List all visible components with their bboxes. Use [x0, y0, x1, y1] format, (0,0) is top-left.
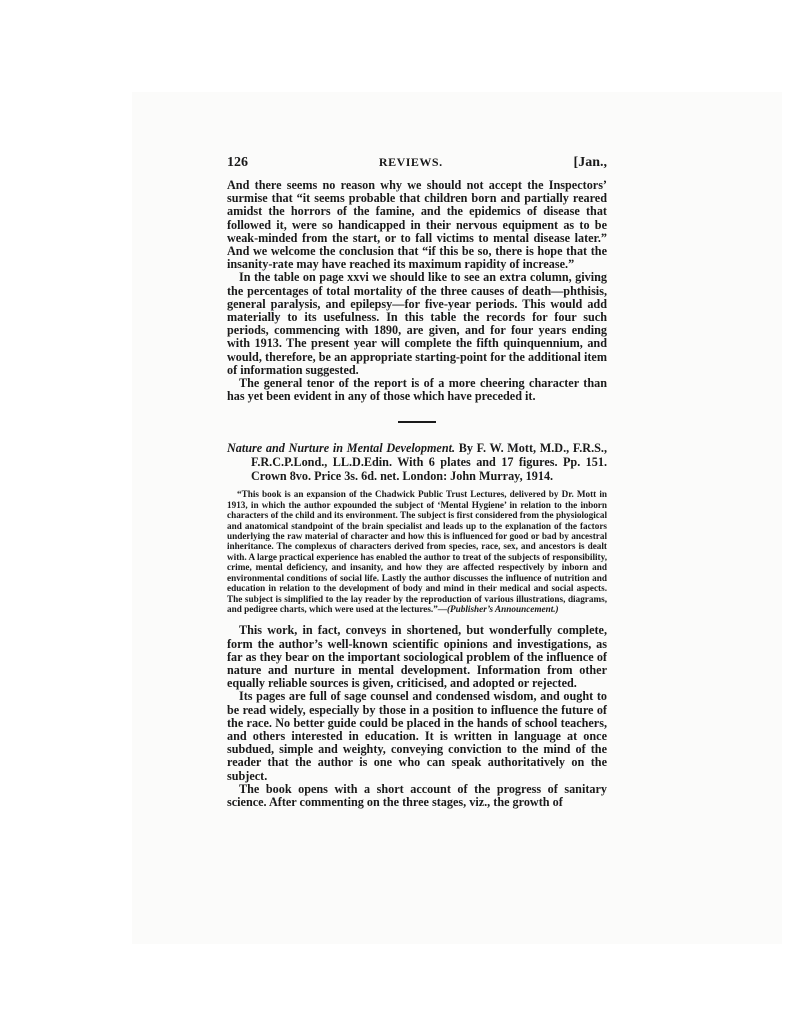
paragraph: In the table on page xxvi we should like to see an extra column, giving the percentages of total mortality of the three causes of death—phthisis, general paralysis, and epilepsy—for five-year periods. This would add materially to its usefulness. In this table the records for four such periods, commencing with 1890, are given, and for four years ending with 1913. The present year will complete the fifth quinquennium, and would, therefore, be an appropriate starting-point for the additional item of information suggested.	[227, 270, 607, 377]
paragraph: Its pages are full of sage counsel and condensed wisdom, and ought to be read widely, especially by those in a position to influence the future of the race. No better guide could be placed in the hands of school teachers, and others interested in education. It is written in language at once subdued, simple and weighty, conveying conviction to the mind of the reader that the author is one who can speak authoritatively on the subject.	[227, 689, 607, 783]
paragraph: The book opens with a short account of the progress of sanitary science. After commenting on the three stages, viz., the growth of	[227, 781, 607, 809]
body-text-top	[227, 179, 607, 403]
running-title: REVIEWS.	[378, 155, 443, 169]
page	[227, 155, 607, 809]
review-citation	[227, 441, 607, 483]
quote-text: “This book is an expansion of the Chadwick Public Trust Lectures, delivered by Dr. Mott in 1913, in which the author expounded the subject of ‘Mental Hygiene’ in relation to the inborn characters of the child and its environment. The subject is first considered from the physiological and anatomical standpoint of the brain specialist and leads up to the explanation of the factors underlying the raw material of character and how this is influenced for good or bad by ancestral inheritance. The complexus of characters derived from species, race, sex, and ancestors is dealt with. A large practical experience has enabled the author to treat of the subjects of responsibility, crime, mental deficiency, and insanity, and how they are affected respectively by inborn and environmental conditions of social life. Lastly the author discusses the influence of nutrition and education in relation to the development of body and mind in their medical and social aspects. The subject is simplified to the lay reader by the reproduction of various illustrations, diagrams, and pedigree charts, which were used at the lectures.”—	[227, 489, 607, 614]
body-text-bottom	[227, 624, 607, 809]
paragraph: This work, in fact, conveys in shortened, but wonderfully complete, form the author’s well-known scientific opinions and investigations, as far as they bear on the important sociological problem of the influence of nature and nurture in mental development. Information from other equally reliable sources is given, criticised, and adopted or rejected.	[227, 623, 607, 691]
publisher-quote	[227, 489, 607, 614]
header-month: [Jan.,	[573, 155, 607, 170]
quote-source: (Publisher’s Announcement.)	[446, 603, 559, 614]
citation-details: By F. W. Mott, M.D., F.R.S., F.R.C.P.Lond., LL.D.Edin. With 6 plates and 17 figures. Pp. 151. Crown 8vo. Price 3s. 6d. net. London: John Murray, 1914.	[251, 441, 607, 484]
paragraph: And there seems no reason why we should not accept the Inspectors’ surmise that “it seems probable that children born and partially reared amidst the horrors of the famine, and the epidemics of disease that followed it, were so handicapped in their nervous equipment as to be weak-minded from the start, or to fall victims to mental disease later.” And we welcome the conclusion that “if this be so, there is hope that the insanity-rate may have reached its maximum rapidity of increase.”	[227, 178, 607, 272]
book-title: Nature and Nurture in Mental Development.	[227, 441, 456, 456]
running-header	[227, 155, 607, 171]
paragraph: The general tenor of the report is of a more cheering character than has yet been evident in any of those which have preceded it.	[227, 376, 607, 404]
page-number: 126	[227, 155, 248, 170]
section-divider	[398, 421, 436, 423]
